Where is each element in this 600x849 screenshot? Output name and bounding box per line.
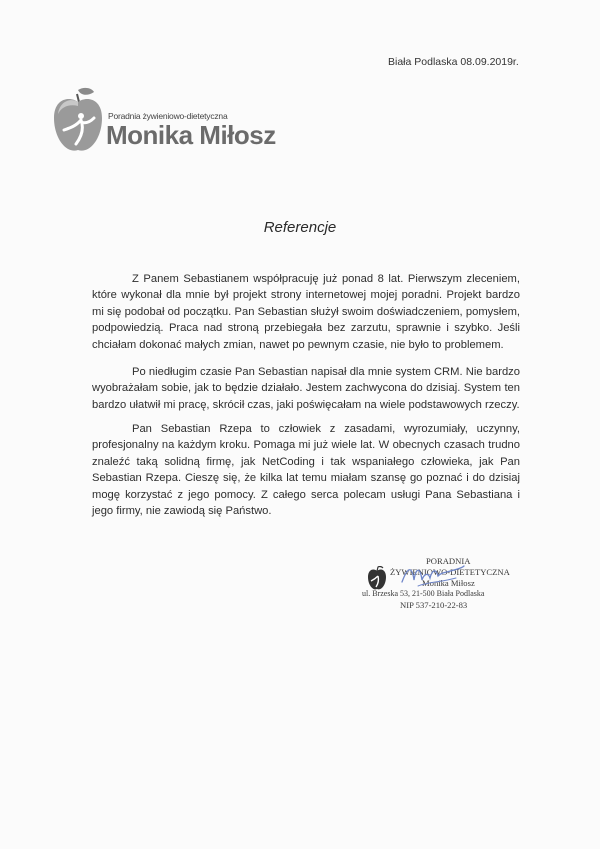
apple-icon <box>48 84 108 164</box>
paragraph-text: Pan Sebastian Rzepa to człowiek z zasadami, wyrozumiały, uczynny, profesjonalny na każdym kroku. Pomaga mi już wiele lat. W obecnych czasach trudno znaleźć taką solidną firmę, jak NetCoding i tak wspaniałego człowieka, jak Pan Sebastian Rzepa. Cieszę się, że kilka lat temu miałam szansę go poznać i do dzisiaj mogę korzystać z jego pomocy. Z całego serca polecam usługi Pana Sebastiana i jego firmy, nie zawiodą się Państwo. <box>92 423 520 518</box>
stamp-line-5: NIP 537-210-22-83 <box>400 600 468 610</box>
company-logo <box>48 84 288 164</box>
stamp-line-1: PORADNIA <box>426 556 471 566</box>
paragraph-3 <box>92 421 520 519</box>
handwritten-signature <box>398 560 468 590</box>
paragraph-text: Z Panem Sebastianem współpracuję już ponad 8 lat. Pierwszym zleceniem, które wykonał dla mnie był projekt strony internetowej mojej poradni. Projekt bardzo mi się podobał od początku. Pan Sebastian służył swoim doświadczeniem, pomysłem, podpowiedzią. Praca nad stroną przebiegała bez zarzutu, sprawnie i szybko. Jeśli chciałam dokonać małych zmian, nawet po pewnym czasie, nie było to problemem. <box>92 273 520 351</box>
logo-brand-name: Monika Miłosz <box>106 120 276 150</box>
stamp-line-3: Monika Miłosz <box>422 578 475 588</box>
logo-subtitle: Poradnia żywieniowo-dietetyczna <box>108 111 228 121</box>
paragraph-text: Po niedługim czasie Pan Sebastian napisał dla mnie system CRM. Nie bardzo wyobrażałam sobie, jak to będzie działało. Jestem zachwycona do dzisiaj. System ten bardzo ułatwił mi pracę, skrócił czas, jaki poświęcałam na wiele podstawowych rzeczy. <box>92 366 520 411</box>
stamp-line-4: ul. Brzeska 53, 21-500 Biała Podlaska <box>362 589 485 598</box>
paragraph-1 <box>92 271 520 353</box>
date-line: Biała Podlaska 08.09.2019r. <box>388 56 519 68</box>
document-title: Referencje <box>263 219 337 236</box>
paragraph-2 <box>92 364 520 413</box>
stamp-line-2: ŻYWIENIOWO-DIETETYCZNA <box>390 567 510 577</box>
company-stamp <box>360 556 530 616</box>
